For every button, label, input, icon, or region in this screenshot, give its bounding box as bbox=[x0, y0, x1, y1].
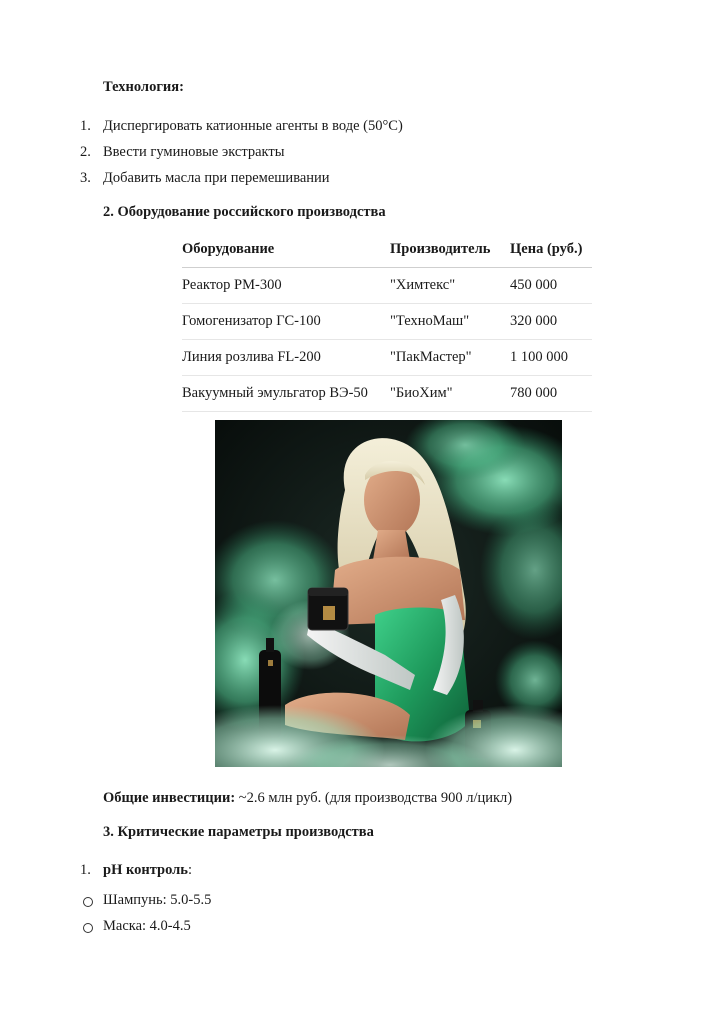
list-number: 1. bbox=[80, 118, 91, 134]
list-number: 2. bbox=[80, 144, 91, 160]
ph-control-colon: : bbox=[187, 862, 192, 878]
table-cell: Гомогенизатор ГС-100 bbox=[182, 304, 390, 340]
total-investment bbox=[103, 789, 512, 807]
table-cell: Вакуумный эмульгатор ВЭ-50 bbox=[182, 376, 390, 412]
product-photo bbox=[215, 420, 562, 767]
table-row bbox=[182, 268, 592, 304]
list-number: 3. bbox=[80, 170, 91, 186]
column-header-manufacturer: Производитель bbox=[390, 232, 510, 268]
column-header-equipment: Оборудование bbox=[182, 232, 390, 268]
ph-control-label: pH контроль bbox=[103, 862, 188, 878]
list-number: 1. bbox=[80, 862, 91, 878]
table-cell: 320 000 bbox=[510, 304, 592, 340]
list-item-text: Добавить масла при перемешивании bbox=[103, 170, 330, 186]
circle-bullet-icon bbox=[83, 897, 93, 907]
table-cell: "БиоХим" bbox=[390, 376, 510, 412]
column-header-price: Цена (руб.) bbox=[510, 232, 592, 268]
table-header-row bbox=[182, 232, 592, 268]
ph-control-text bbox=[103, 861, 192, 879]
table-cell: Линия розлива FL-200 bbox=[182, 340, 390, 376]
table-row bbox=[182, 340, 592, 376]
circle-bullet-icon bbox=[83, 923, 93, 933]
table-row bbox=[182, 376, 592, 412]
table-cell: 1 100 000 bbox=[510, 340, 592, 376]
list-item-text: Диспергировать катионные агенты в воде (50°C) bbox=[103, 118, 403, 134]
section-2-heading: 2. Оборудование российского производства bbox=[103, 204, 386, 220]
list-item-text: Маска: 4.0-4.5 bbox=[103, 918, 191, 934]
investment-value: ~2.6 млн руб. (для производства 900 л/цикл) bbox=[235, 790, 513, 806]
table-cell: 450 000 bbox=[510, 268, 592, 304]
list-item-text: Ввести гуминовые экстракты bbox=[103, 144, 285, 160]
table-cell: "ПакМастер" bbox=[390, 340, 510, 376]
product-photo-illustration bbox=[215, 420, 562, 767]
section-3-heading: 3. Критические параметры производства bbox=[103, 824, 374, 840]
technology-heading: Технология: bbox=[103, 79, 184, 95]
table-row bbox=[182, 304, 592, 340]
investment-label: Общие инвестиции: bbox=[103, 790, 236, 806]
table-cell: Реактор РМ-300 bbox=[182, 268, 390, 304]
table-cell: 780 000 bbox=[510, 376, 592, 412]
list-item-text: Шампунь: 5.0-5.5 bbox=[103, 892, 212, 908]
equipment-table bbox=[182, 232, 592, 412]
table-cell: "Химтекс" bbox=[390, 268, 510, 304]
table-cell: "ТехноМаш" bbox=[390, 304, 510, 340]
